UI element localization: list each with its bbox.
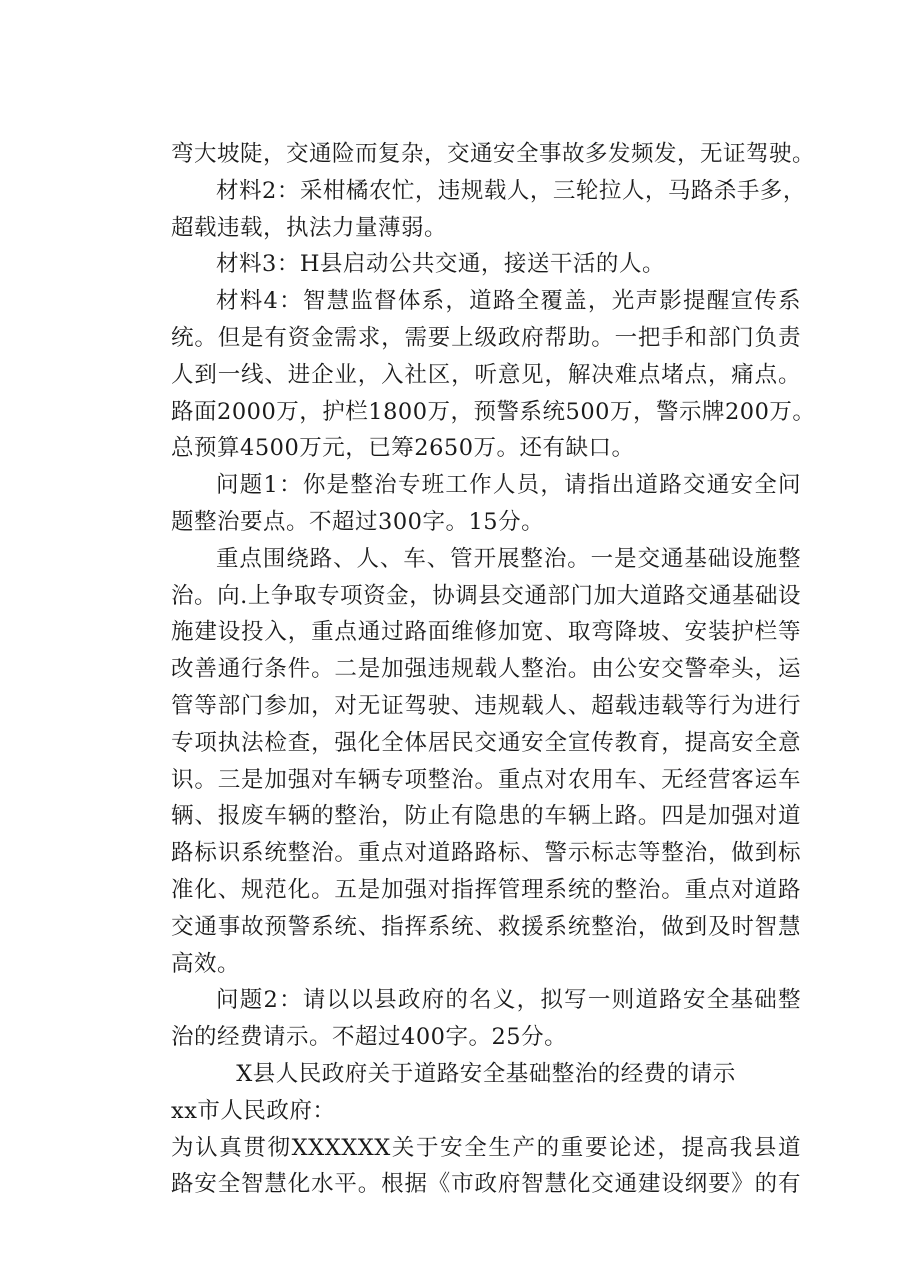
text-line: 材料2：采柑橘农忙，违规载人，三轮拉人，马路杀手多，	[216, 177, 806, 204]
text-line: 统。但是有资金需求，需要上级政府帮助。一把手和部门负责	[171, 324, 801, 351]
text-line: 为认真贯彻XXXXXX关于安全生产的重要论述，提高我县道	[171, 1134, 801, 1161]
text-line: 管等部门参加，对无证驾驶、违规载人、超载违载等行为进行	[171, 692, 801, 719]
text-line: 改善通行条件。二是加强违规载人整治。由公安交警牵头，运	[171, 656, 801, 683]
text-line: 材料4：智慧监督体系，道路全覆盖，光声影提醒宣传系	[216, 288, 801, 315]
text-line: 交通事故预警系统、指挥系统、救援系统整治，做到及时智慧	[171, 913, 801, 940]
text-line: 题整治要点。不超过300字。15分。	[171, 508, 545, 535]
text-line: 问题2：请以以县政府的名义，拟写一则道路安全基础整	[216, 987, 801, 1014]
text-line: 专项执法检查，强化全体居民交通安全宣传教育，提高安全意	[171, 729, 801, 756]
text-line: 人到一线、进企业，入社区，听意见，解决难点堵点，痛点。	[171, 361, 801, 388]
text-line: 弯大坡陡，交通险而复杂，交通安全事故多发频发，无证驾驶。	[171, 141, 816, 167]
text-line: 治。向.上争取专项资金，协调县交通部门加大道路交通基础设	[171, 582, 801, 609]
text-line: 识。三是加强对车辆专项整治。重点对农用车、无经营客运车	[171, 766, 801, 793]
document-heading: X县人民政府关于道路安全基础整治的经费的请示	[236, 1060, 736, 1087]
text-line: xx市人民政府：	[171, 1097, 336, 1124]
text-line: 问题1：你是整治专班工作人员，请指出道路交通安全问	[216, 472, 801, 499]
text-line: 重点围绕路、人、车、管开展整治。一是交通基础设施整	[216, 545, 801, 572]
text-line: 高效。	[171, 950, 241, 977]
text-line: 路面2000万，护栏1800万，预警系统500万，警示牌200万。	[171, 398, 816, 425]
text-line: 总预算4500万元，已筹2650万。还有缺口。	[171, 435, 635, 462]
text-line: 路安全智慧化水平。根据《市政府智慧化交通建设纲要》的有	[171, 1171, 801, 1198]
text-line: 准化、规范化。五是加强对指挥管理系统的整治。重点对道路	[171, 876, 801, 903]
text-line: 路标识系统整治。重点对道路路标、警示标志等整治，做到标	[171, 840, 801, 867]
text-line: 材料3：H县启动公共交通，接送干活的人。	[216, 251, 665, 278]
text-line: 辆、报废车辆的整治，防止有隐患的车辆上路。四是加强对道	[171, 803, 801, 830]
text-line: 超载违载，执法力量薄弱。	[171, 214, 448, 241]
text-line: 治的经费请示。不超过400字。25分。	[171, 1024, 568, 1051]
text-line: 施建设投入，重点通过路面维修加宽、取弯降坡、安装护栏等	[171, 619, 801, 646]
document-body	[171, 136, 816, 1203]
